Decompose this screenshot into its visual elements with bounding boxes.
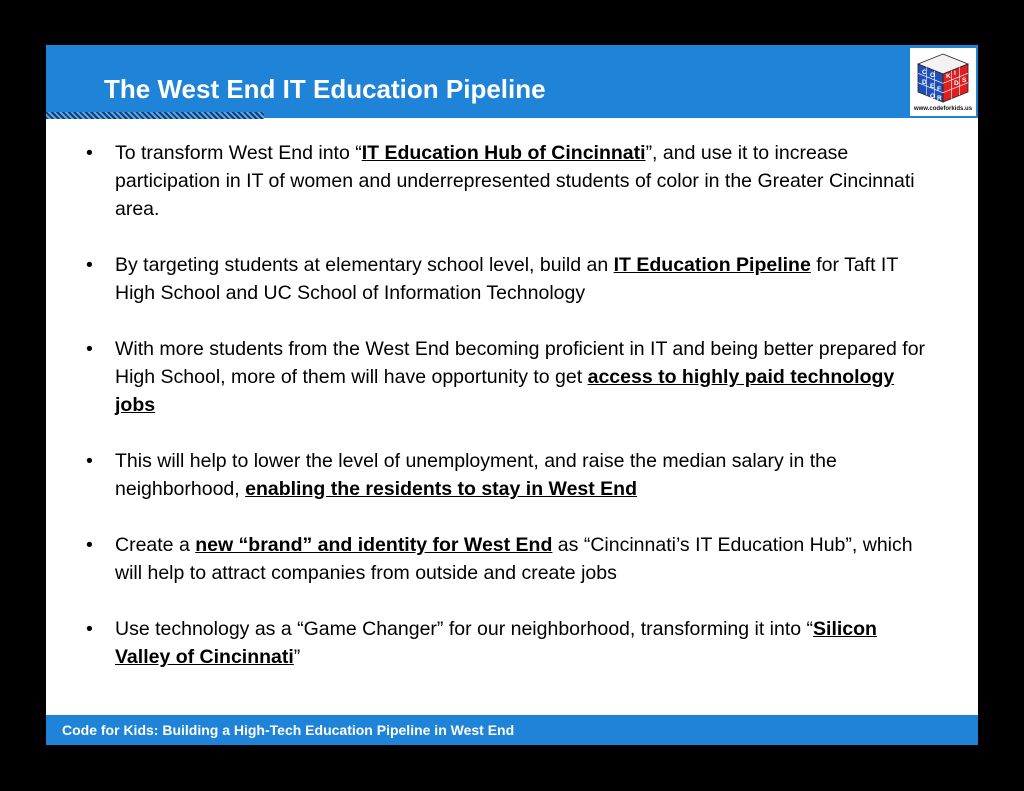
- logo-letter: R: [937, 95, 942, 102]
- list-item: • To transform West End into “IT Education Hub of Cincinnati”, and use it to increase participation in IT of women and underrepresented students of color in the Greater Cincinnati area.: [86, 139, 936, 223]
- emphasis-text: access to highly paid technology jobs: [115, 366, 895, 416]
- header-accent-stripe: [46, 112, 264, 119]
- bullet-list: [86, 139, 936, 699]
- emphasis-text: Silicon Valley of Cincinnati: [115, 618, 877, 668]
- slide-title: The West End IT Education Pipeline: [104, 74, 546, 104]
- logo-letter: C: [922, 69, 927, 76]
- logo-letter: D: [922, 79, 927, 86]
- logo-letter: S: [962, 77, 967, 84]
- slide: [46, 45, 978, 745]
- emphasis-text: new “brand” and identity for West End: [195, 534, 553, 556]
- list-item: • Use technology as a “Game Changer” for our neighborhood, transforming it into “Silicon Valley of Cincinnati”: [86, 615, 936, 671]
- header-bar: [46, 45, 978, 118]
- footer-bar: [46, 715, 978, 745]
- logo-letter: O: [930, 93, 936, 100]
- logo-letter: D: [954, 80, 959, 87]
- list-item: • With more students from the West End becoming proficient in IT and being better prepared for High School, more of them will have opportunity to get access to highly paid technology jobs: [86, 335, 936, 419]
- code-for-kids-logo: [910, 48, 976, 116]
- logo-letter: I: [954, 70, 956, 77]
- list-item: • This will help to lower the level of unemployment, and raise the median salary in the neighborhood, enabling the residents to stay in West End: [86, 447, 936, 503]
- logo-letter: E: [930, 83, 935, 90]
- letter-cube-icon: [916, 52, 970, 104]
- logo-url: www.codeforkids.us: [913, 106, 973, 112]
- emphasis-text: IT Education Hub of Cincinnati: [361, 142, 646, 164]
- logo-letter: F: [937, 86, 941, 93]
- list-item: • Create a new “brand” and identity for West End as “Cincinnati’s IT Education Hub”, which will help to attract companies from outside and create jobs: [86, 531, 936, 587]
- logo-letter: O: [930, 72, 936, 79]
- emphasis-text: IT Education Pipeline: [613, 254, 811, 276]
- footer-text: Code for Kids: Building a High-Tech Education Pipeline in West End: [62, 722, 515, 738]
- logo-letter: K: [946, 73, 951, 80]
- list-item: • By targeting students at elementary school level, build an IT Education Pipeline for Taft IT High School and UC School of Information Technology: [86, 251, 936, 307]
- emphasis-text: enabling the residents to stay in West End: [245, 478, 638, 500]
